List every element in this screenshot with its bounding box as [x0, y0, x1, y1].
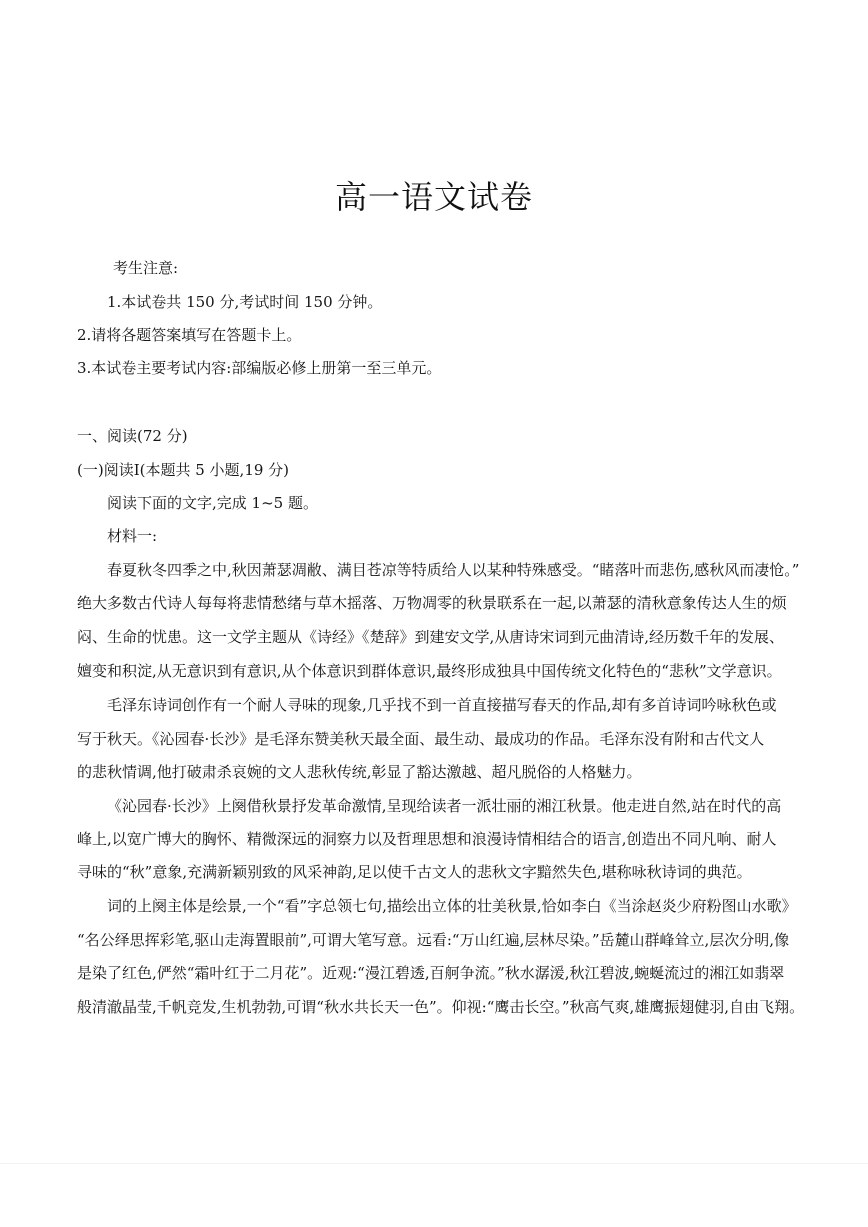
- paragraph-4-line-4: 般清澈晶莹,千帆竞发,生机勃勃,可谓“秋水共长天一色”。仰视:“鹰击长空。”秋高气爽,雄鹰振翅健羽,自由飞翔。: [77, 998, 805, 1016]
- paragraph-1-line-4: 嬗变和积淀,从无意识到有意识,从个体意识到群体意识,最终形成独具中国传统文化特色的“悲秋”文学意识。: [77, 662, 782, 680]
- reading-instruction: 阅读下面的文字,完成 1~5 题。: [107, 494, 318, 512]
- paragraph-2-line-1: 毛泽东诗词创作有一个耐人寻味的现象,几乎找不到一首直接描写春天的作品,却有多首诗词吟咏秋色或: [107, 696, 777, 714]
- paragraph-1-line-3: 闷、生命的忧患。这一文学主题从《诗经》《楚辞》到建安文学,从唐诗宋词到元曲清诗,经历数千年的发展、: [77, 628, 785, 646]
- paragraph-3-line-1: 《沁园春·长沙》上阕借秋景抒发革命激情,呈现给读者一派壮丽的湘江秋景。他走进自然,站在时代的高: [107, 797, 782, 815]
- paragraph-2-line-2: 写于秋天。《沁园春·长沙》是毛泽东赞美秋天最全面、最生动、最成功的作品。毛泽东没有附和古代文人: [77, 730, 765, 748]
- paragraph-2-line-3: 的悲秋情调,他打破肃杀哀婉的文人悲秋传统,彰显了豁达激越、超凡脱俗的人格魅力。: [77, 763, 642, 781]
- section-sub-heading: (一)阅读I(本题共 5 小题,19 分): [77, 461, 290, 479]
- paragraph-1-line-2: 绝大多数古代诗人每每将悲情愁绪与草木摇落、万物凋零的秋景联系在一起,以萧瑟的清秋意象传达人生的烦: [77, 594, 787, 612]
- notice-item-3: 3.本试卷主要考试内容:部编版必修上册第一至三单元。: [77, 359, 442, 377]
- paragraph-4-line-2: “名公绎思挥彩笔,驱山走海置眼前”,可谓大笔写意。远看:“万山红遍,层林尽染。”岳麓山群峰耸立,层次分明,像: [77, 931, 790, 949]
- paragraph-1-line-1: 春夏秋冬四季之中,秋因萧瑟凋敝、满目苍凉等特质给人以某种特殊感受。“睹落叶而悲伤,感秋风而凄怆。”: [107, 561, 800, 579]
- material-label: 材料一:: [107, 527, 158, 545]
- paragraph-4-line-3: 是染了红色,俨然“霜叶红于二月花”。近观:“漫江碧透,百舸争流。”秋水潺湲,秋江碧波,蜿蜒流过的湘江如翡翠: [77, 964, 785, 982]
- paragraph-3-line-3: 寻味的“秋”意象,充满新颖别致的风采神韵,足以使千古文人的悲秋文字黯然失色,堪称咏秋诗词的典范。: [77, 863, 752, 881]
- notice-heading: 考生注意:: [113, 259, 179, 277]
- notice-item-2: 2.请将各题答案填写在答题卡上。: [77, 326, 302, 344]
- page-title: 高一语文试卷: [334, 178, 533, 216]
- paragraph-3-line-2: 峰上,以宽广博大的胸怀、精微深远的洞察力以及哲理思想和浪漫诗情相结合的语言,创造出不同凡响、耐人: [77, 830, 777, 848]
- paragraph-4-line-1: 词的上阕主体是绘景,一个“看”字总领七句,描绘出立体的壮美秋景,恰如李白《当涂赵炎少府粉图山水歌》: [107, 897, 797, 915]
- notice-item-1: 1.本试卷共 150 分,考试时间 150 分钟。: [107, 293, 383, 311]
- section-heading: 一、阅读(72 分): [77, 427, 188, 445]
- page-bottom-divider: [0, 1163, 868, 1164]
